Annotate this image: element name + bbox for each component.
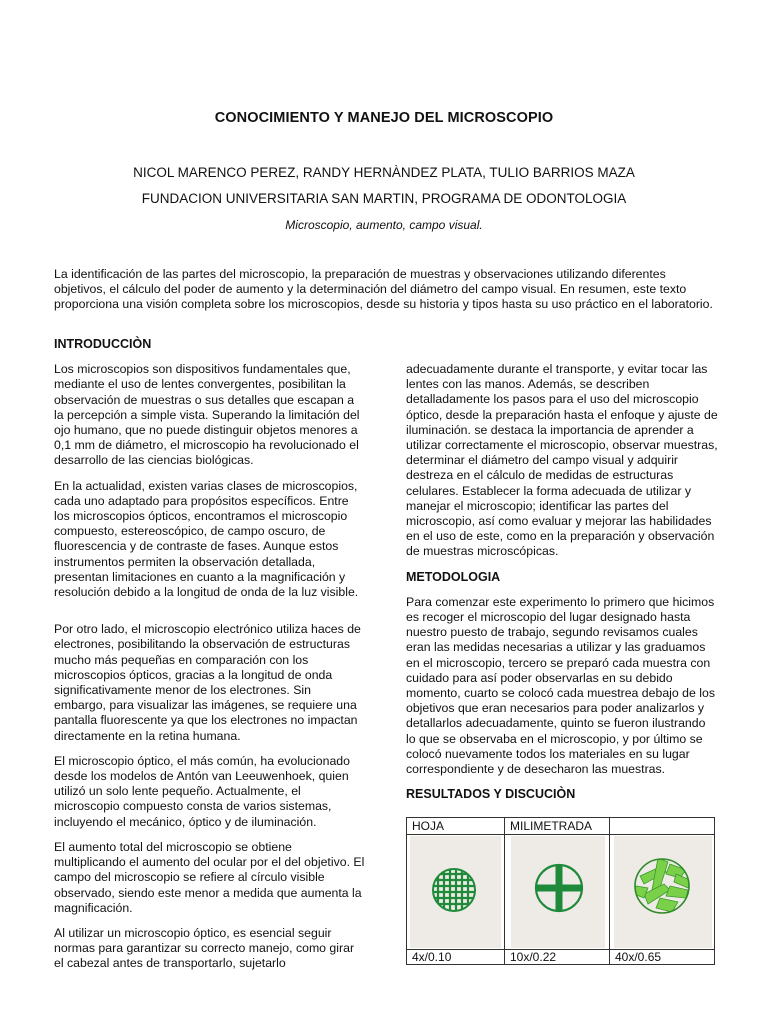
intro-paragraph-4: El microscopio óptico, el más común, ha evolucionado desde los modelos de Antón van Leeuwenhoek, quien utilizó un solo lente pequeño. Actualmente, el microscopio compuesto consta de varios sistemas, incluyendo el mecánico, óptico y de iluminación. — [54, 753, 350, 829]
sample-drawing-40x — [614, 836, 712, 948]
author-list: NICOL MARENCO PEREZ, RANDY HERNÀNDEZ PLATA, TULIO BARRIOS MAZA — [133, 165, 635, 180]
results-table — [406, 817, 715, 965]
sample-drawing-10x — [511, 836, 605, 948]
table-header-hoja: HOJA — [412, 819, 445, 833]
magnification-label-10x: 10x/0.22 — [510, 950, 557, 964]
intro-paragraph-6: Al utilizar un microscopio óptico, es esencial seguir normas para garantizar su correcto manejo, como girar el cabezal antes de transportarlo, sujetarlo — [54, 925, 355, 971]
affiliation: FUNDACION UNIVERSITARIA SAN MARTIN, PROGRAMA DE ODONTOLOGIA — [141, 191, 627, 206]
keywords: Microscopio, aumento, campo visual. — [285, 218, 483, 232]
intro-paragraph-1: Los microscopios son dispositivos fundamentales que, mediante el uso de lentes convergentes, posibilitan la observación de muestras o sus detalles que escapan a la percepción a simple vista. Superando la limitación del ojo humano, que no puede distinguir objetos menores a 0,1 mm de diámetro, el microscopio ha revolucionado el desarrollo de las ciencias biológicas. — [54, 362, 360, 468]
table-divider — [504, 818, 505, 964]
magnification-label-40x: 40x/0.65 — [615, 950, 662, 964]
abstract: La identificación de las partes del microscopio, la preparación de muestras y observaciones utilizando diferentes objetivos, el cálculo del poder de aumento y la determinación del diámetro del campo visual. En resumen, este texto proporciona una visión completa sobre los microscopios, desde su historia y tipos hasta su uso práctico en el laboratorio. — [54, 267, 713, 312]
intro-heading: INTRODUCCIÒN — [54, 337, 152, 351]
table-divider — [609, 818, 610, 964]
intro-paragraph-5: El aumento total del microscopio se obtiene multiplicando el aumento del ocular por el del objetivo. El campo del microscopio se refiere al círculo visible observado, siendo este menor a medida que aumenta la magnificación. — [54, 839, 365, 915]
left-column — [54, 337, 366, 982]
table-header-milimetrada: MILIMETRADA — [510, 819, 593, 833]
paper-title: CONOCIMIENTO Y MANEJO DEL MICROSCOPIO — [214, 110, 554, 126]
table-divider — [407, 949, 714, 950]
table-divider — [407, 834, 714, 835]
results-heading: RESULTADOS Y DISCUCIÒN — [406, 787, 576, 802]
sample-drawing-4x — [410, 836, 501, 948]
method-paragraph-1: Para comenzar este experimento lo primero que hicimos es recoger el microscopio del lugar designado hasta nuestro puesto de trabajo, segundo revisamos cuales eran las medidas necesarias a utilizar y las graduamos en el microscopio, tercero se preparó cada muestra con cuidado para así poder observarlas en su debido momento, cuarto se colocó cada muestrea debajo de los objetivos que eran necesarios para poder analizarlos y detallarlos adecuadamente, quinto se fueron ilustrando lo que se observaba en el microscopio, y por último se colocó nuevamente todos los materiales en su lugar correspondiente y de desecharon las muestras. — [406, 594, 715, 777]
method-heading: METODOLOGIA — [406, 569, 501, 584]
magnification-label-4x: 4x/0.10 — [412, 950, 452, 964]
intro-paragraph-2: En la actualidad, existen varias clases de microscopios, cada uno adaptado para propósitos específicos. Entre los microscopios ópticos, encontramos el microscopio compuesto, estereoscópico, de campo oscuro, de fluorescencia y de contraste de fases. Aunque estos instrumentos permiten la observación detallada, presentan limitaciones en cuanto a la magnificación y resolución debido a la longitud de onda de la luz visible. — [54, 478, 359, 600]
intro-paragraph-7: adecuadamente durante el transporte, y evitar tocar las lentes con las manos. Además, se describen detalladamente los pasos para el uso del microscopio óptico, desde la preparación hasta el enfoque y ajuste de iluminación. se destaca la importancia de aprender a utilizar correctamente el microscopio, observar muestras, determinar el diámetro del campo visual y adquirir destreza en el cálculo de medidas de estructuras celulares. Establecer la forma adecuada de utilizar y manejar el microscopio; identificar las partes del microscopio, así como evaluar y mejorar las habilidades en el uso de este, como en la preparación y observación de muestras microscópicas. — [406, 362, 718, 559]
intro-paragraph-3: Por otro lado, el microscopio electrónico utiliza haces de electrones, posibilitando la observación de estructuras mucho más pequeñas en comparación con los microscopios ópticos, gracias a la longitud de onda significativamente menor de los electrones. Sin embargo, para visualizar las imágenes, se requiere una pantalla fluorescente ya que los electrones no impactan directamente en la retina humana. — [54, 622, 361, 743]
right-column — [406, 362, 718, 812]
